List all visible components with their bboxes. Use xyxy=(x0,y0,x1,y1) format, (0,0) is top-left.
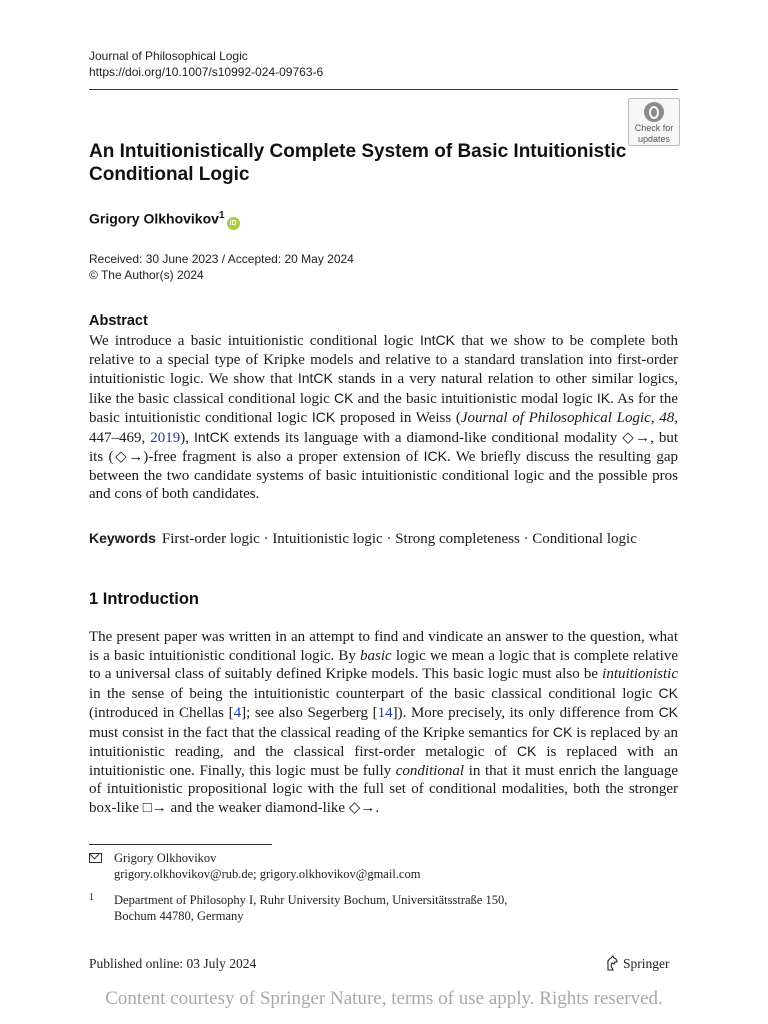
crossmark-icon xyxy=(644,102,664,122)
affiliation-line-1: Department of Philosophy I, Ruhr University Bochum, Universitätsstraße 150, xyxy=(114,893,508,907)
keywords xyxy=(89,529,678,548)
logic-intck: IntCK xyxy=(194,428,230,445)
logic-ck: CK xyxy=(552,723,573,740)
doi-link[interactable]: https://doi.org/10.1007/s10992-024-09763-6 xyxy=(89,65,324,79)
received-accepted: Received: 30 June 2023 / Accepted: 20 May 2024 xyxy=(89,252,354,266)
citation-link-2019[interactable]: 2019 xyxy=(150,429,181,446)
copyright: © The Author(s) 2024 xyxy=(89,268,204,282)
abstract-heading: Abstract xyxy=(89,313,148,329)
author-name[interactable]: Grigory Olkhovikov xyxy=(89,210,219,227)
logic-intck: IntCK xyxy=(297,370,333,386)
footnote-divider xyxy=(89,844,272,845)
abstract-segment: . As for the basic intuitionistic conditional logic xyxy=(89,390,679,426)
intro-segment: ]; see also Segerberg [ xyxy=(241,705,378,721)
badge-line-2: updates xyxy=(637,134,671,144)
author-line xyxy=(89,210,240,230)
intro-segment: in the sense of being the intuitionistic counterpart of the basic classical conditional logic xyxy=(89,685,659,702)
abstract-segment: stands in a very natural relation to other similar logics, like the basic classical conditional logic xyxy=(89,371,678,407)
affiliation-number: 1 xyxy=(89,892,94,903)
publisher-name: Springer xyxy=(623,956,670,971)
intro-segment: is replaced with an intuitionistic one. Finally, this logic must be fully xyxy=(89,744,678,779)
intro-segment: (introduced in Chellas [ xyxy=(89,705,234,721)
published-online: Published online: 03 July 2024 xyxy=(89,956,257,971)
logic-ick: ICK xyxy=(311,409,336,425)
logic-ck: CK xyxy=(334,389,354,406)
badge-line-1: Check for xyxy=(634,123,674,133)
envelope-icon xyxy=(89,850,102,866)
logic-ck: CK xyxy=(658,684,678,701)
intro-segment: The present paper was written in an attempt to find and vindicate an answer to the question, what is a basic intuitionistic conditional logic. By xyxy=(89,629,678,664)
intro-emphasis: basic xyxy=(360,647,392,664)
publisher-mark xyxy=(605,955,670,972)
courtesy-watermark: Content courtesy of Springer Nature, terms of use apply. Rights reserved. xyxy=(105,988,663,1009)
journal-header xyxy=(89,48,323,80)
intro-emphasis: conditional xyxy=(395,762,465,779)
abstract-segment: . We briefly discuss the resulting gap between the two candidate systems of basic intuitionistic conditional logic and the possible pros and cons of both candidates. xyxy=(89,449,678,502)
springer-horse-icon xyxy=(605,955,619,971)
intro-segment: must consist in the fact that the classical reading of the Kripke semantics for xyxy=(89,724,553,741)
abstract-segment: that we show to be complete both relative to a special type of Kripke models and relative to a standard translation into first-order intuitionistic logic. We show that xyxy=(89,333,678,387)
cited-journal: Journal of Philosophical Logic xyxy=(460,410,651,426)
logic-ck: CK xyxy=(516,743,537,759)
affiliation-line-2: Bochum 44780, Germany xyxy=(114,909,244,923)
logic-intck: IntCK xyxy=(419,332,455,348)
cited-volume: 48 xyxy=(659,410,675,426)
abstract-segment: ), xyxy=(180,429,195,446)
journal-name: Journal of Philosophical Logic xyxy=(89,49,248,63)
abstract-segment: , xyxy=(650,410,660,426)
check-for-updates-badge[interactable] xyxy=(628,98,680,146)
corresponding-author: Grigory Olkhovikov xyxy=(114,851,217,865)
logic-ck: CK xyxy=(658,704,679,720)
abstract-segment: , 447–469, xyxy=(89,410,679,446)
logic-ick: ICK xyxy=(423,448,447,464)
orcid-icon[interactable]: iD xyxy=(227,217,240,230)
abstract-segment: We introduce a basic intuitionistic conditional logic xyxy=(89,333,420,349)
intro-segment: ]). More precisely, its only difference from xyxy=(392,705,659,721)
intro-segment: in that it must enrich the language of intuitionistic propositional logic with the full set of conditional modalities, both the stronger box-like □→ and the weaker diamond-like ◇→. xyxy=(89,762,678,816)
author-emails[interactable]: grigory.olkhovikov@rub.de; grigory.olkhovikov@gmail.com xyxy=(114,867,421,881)
intro-segment: logic we mean a logic that is complete relative to a universal class of suitably defined Kripke models. This basic logic must also be xyxy=(89,647,678,682)
introduction-paragraph xyxy=(89,628,678,817)
abstract-segment: extends its language with a diamond-like conditional modality ◇→, but its (◇→)-free fragment is also a proper extension of xyxy=(89,429,678,465)
citation-link-14[interactable]: 14 xyxy=(377,705,393,721)
correspondence xyxy=(89,850,678,882)
abstract-segment: proposed in Weiss ( xyxy=(335,410,461,426)
section-heading-introduction: 1 Introduction xyxy=(89,590,199,608)
footnotes xyxy=(89,850,678,924)
dates-block xyxy=(89,251,354,283)
header-divider xyxy=(89,89,678,90)
affiliation-mark: 1 xyxy=(218,210,225,221)
abstract-text xyxy=(89,331,678,504)
logic-ik: IK xyxy=(596,389,611,406)
keywords-text: First-order logic · Intuitionistic logic · Strong completeness · Conditional logic xyxy=(161,531,637,547)
abstract-segment: and the basic intuitionistic modal logic xyxy=(353,390,597,407)
affiliation xyxy=(89,892,678,924)
intro-segment: is replaced by an intuitionistic reading, and the classical first-order metalogic of xyxy=(89,724,678,760)
keywords-label: Keywords xyxy=(89,530,156,546)
citation-link-4[interactable]: 4 xyxy=(233,705,242,721)
intro-emphasis: intuitionistic xyxy=(602,666,678,682)
paper-title: An Intuitionistically Complete System of Basic Intuitionistic Conditional Logic xyxy=(89,141,627,185)
